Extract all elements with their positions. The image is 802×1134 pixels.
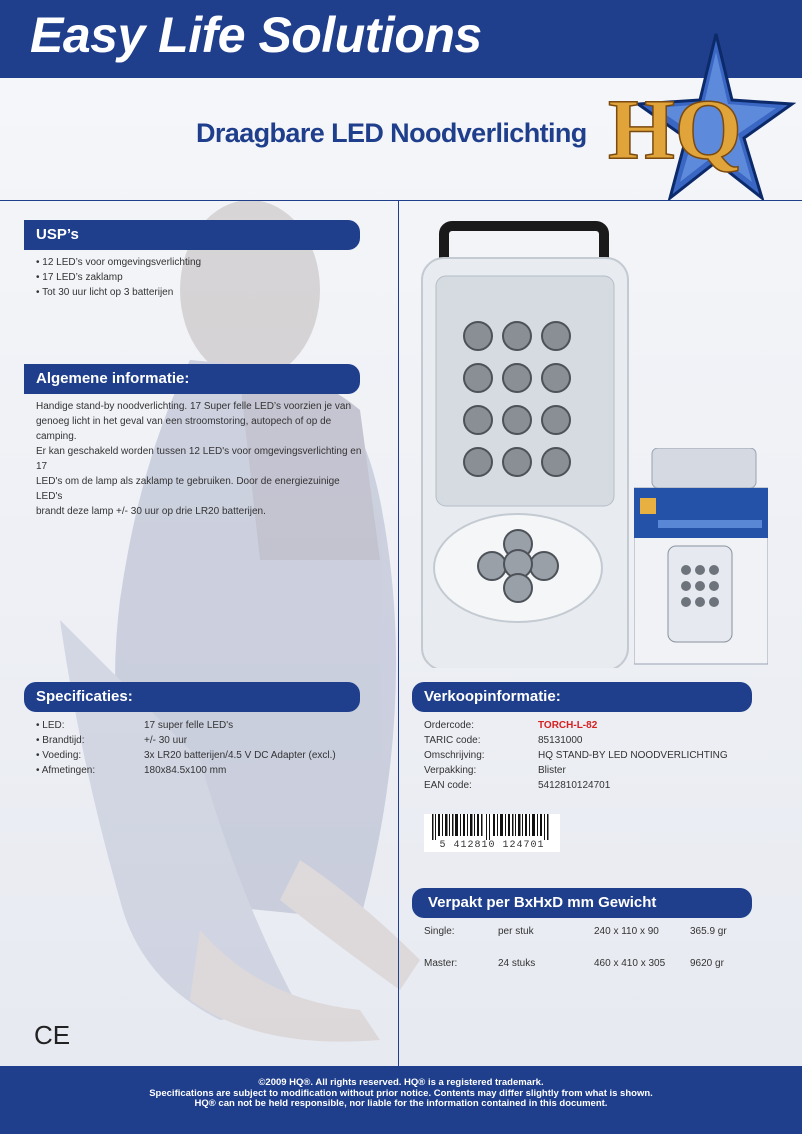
page-title: Draagbare LED Noodverlichting [196, 118, 587, 148]
sales-info-heading [412, 682, 752, 712]
list-item: • Tot 30 uur licht op 3 batterijen [36, 287, 174, 298]
sales-key: Ordercode: [424, 720, 475, 731]
spec-key: • Afmetingen: [36, 765, 96, 776]
table-row [424, 748, 728, 763]
specs-heading [24, 682, 360, 712]
sales-value: 85131000 [538, 735, 583, 746]
pack-cell: 460 x 410 x 305 [594, 958, 666, 969]
specs-table [36, 718, 336, 778]
usp-list [36, 255, 201, 300]
general-info-heading [24, 364, 360, 394]
ean-barcode [424, 814, 560, 852]
pack-cell: per stuk [498, 926, 534, 937]
footer-line: HQ® can not be held responsible, nor liable for the information contained in this document. [194, 1098, 608, 1109]
sales-value: Blister [538, 765, 566, 776]
table-row [424, 956, 727, 971]
pack-cell: 24 stuks [498, 958, 536, 969]
barcode-number: 5 412810 124701 [439, 840, 545, 851]
column-divider [398, 200, 399, 1070]
sales-key: Verpakking: [424, 765, 477, 776]
packaging-table [424, 924, 727, 971]
spec-value: 180x84.5x100 mm [144, 765, 227, 776]
table-row [424, 763, 728, 778]
spec-value: 3x LR20 batterijen/4.5 V DC Adapter (excl.) [144, 750, 336, 761]
spec-key: • LED: [36, 720, 65, 731]
pack-cell: 365.9 gr [690, 926, 727, 937]
order-code: TORCH-L-82 [538, 720, 598, 731]
product-box-image [634, 448, 768, 666]
sales-key: Omschrijving: [424, 750, 485, 761]
footer [0, 1066, 802, 1134]
paragraph-line: genoeg licht in het geval van een stroomstoring, autopech of op de camping. [36, 416, 332, 442]
spec-value: 17 super felle LED's [144, 720, 234, 731]
usp-heading [24, 220, 360, 250]
hq-star-logo [606, 30, 796, 200]
sales-value: 5412810124701 [538, 780, 611, 791]
spec-key: • Brandtijd: [36, 735, 85, 746]
header-divider [0, 200, 802, 201]
footer-line: ©2009 HQ®. All rights reserved. HQ® is a registered trademark. [258, 1077, 544, 1088]
packaging-heading [412, 888, 752, 918]
table-row [36, 718, 336, 733]
ce-mark: CE [34, 1020, 71, 1050]
sales-value: HQ STAND-BY LED NOODVERLICHTING [538, 750, 728, 761]
packaging-heading-text: Verpakt per BxHxD mm Gewicht [428, 894, 657, 911]
brand-title: Easy Life Solutions [30, 7, 482, 63]
product-image [420, 218, 630, 668]
hq-logo-text: HQ [608, 81, 742, 177]
spec-value: +/- 30 uur [144, 735, 188, 746]
general-info-text [36, 399, 366, 519]
footer-line: Specifications are subject to modification without prior notice. Contents may differ slightly from what is shown. [149, 1087, 653, 1099]
paragraph-line: LED's om de lamp als zaklamp te gebruiken. Door de energiezuinige LED's [36, 476, 340, 502]
table-row [36, 763, 336, 778]
list-item: • 17 LED’s zaklamp [36, 272, 123, 283]
table-row [424, 924, 727, 939]
table-row [36, 748, 336, 763]
paragraph-line: Handige stand-by noodverlichting. 17 Super felle LED’s voorzien je van [36, 401, 352, 412]
sales-key: TARIC code: [424, 735, 481, 746]
pack-cell: Master: [424, 958, 458, 969]
sales-info-table [424, 718, 728, 793]
sales-key: EAN code: [424, 780, 472, 791]
sales-info-heading-text: Verkoopinformatie: [424, 688, 561, 705]
table-row [424, 778, 728, 793]
general-info-heading-text: Algemene informatie: [36, 370, 190, 387]
usp-heading-text: USP’s [36, 226, 79, 243]
table-row [424, 718, 728, 733]
pack-cell: 9620 gr [690, 958, 724, 969]
barcode-bars [424, 814, 560, 840]
spec-key: • Voeding: [36, 750, 82, 761]
paragraph-line: Er kan geschakeld worden tussen 12 LED's voor omgevingsverlichting en 17 [36, 446, 362, 472]
list-item: • 12 LED’s voor omgevingsverlichting [36, 257, 202, 268]
specs-heading-text: Specificaties: [36, 688, 133, 705]
pack-cell: 240 x 110 x 90 [594, 926, 659, 937]
table-row [36, 733, 336, 748]
table-row [424, 733, 728, 748]
pack-cell: Single: [424, 926, 455, 937]
paragraph-line: brandt deze lamp +/- 30 uur op drie LR20 batterijen. [36, 506, 266, 517]
